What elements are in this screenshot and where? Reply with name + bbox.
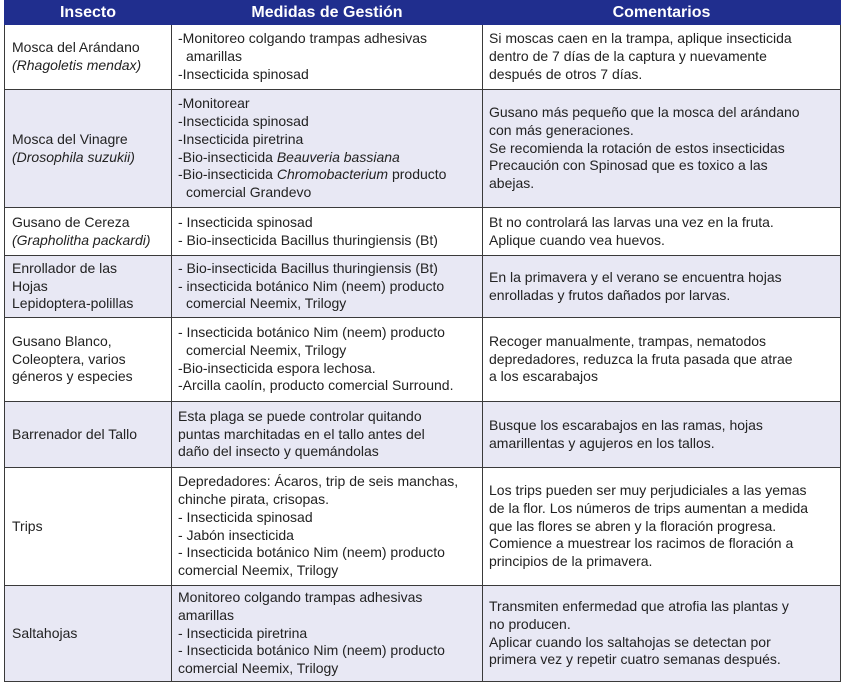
comment-line: después de otros 7 días. (489, 65, 643, 82)
insect-name-line: Enrollador de las (12, 259, 118, 276)
management-cell (172, 90, 483, 208)
management-text: producto (388, 166, 447, 183)
table-row (5, 90, 841, 208)
management-line: -Monitorear (178, 95, 250, 112)
table-row (5, 256, 841, 318)
comment-line: a los escarabajos (489, 368, 598, 385)
management-line: amarillas (186, 48, 243, 65)
comments-cell (483, 318, 841, 402)
management-cell (172, 318, 483, 402)
comments-cell (483, 402, 841, 468)
management-line: - Bio-insecticida Bacillus thuringiensis (Bt) (178, 231, 438, 248)
table-row (5, 318, 841, 402)
header-insect: Insecto (5, 1, 172, 25)
comment-line: amarillentas y agujeros en los tallos. (489, 434, 715, 451)
comment-line: En la primavera y el verano se encuentra hojas (489, 268, 782, 285)
comment-line: Precaución con Spinosad que es toxico a las (489, 157, 768, 174)
insect-name-line: Hojas (12, 277, 48, 294)
comment-line: enrolladas y frutos dañados por larvas. (489, 286, 731, 303)
comments-cell (483, 468, 841, 586)
management-cell (172, 256, 483, 318)
insect-name: Trips (12, 517, 43, 534)
management-line: - Bio-insecticida Bacillus thuringiensis (Bt) (178, 259, 438, 276)
insect-name: Gusano de Cereza (12, 213, 130, 230)
management-line: daño del insecto y quemándolas (178, 443, 379, 460)
comments-cell (483, 90, 841, 208)
header-row (5, 1, 841, 25)
management-line: - Insecticida botánico Nim (neem) producto (178, 324, 445, 341)
management-line: - insecticida botánico Nim (neem) producto (178, 277, 445, 294)
management-line: -Bio-insecticida espora lechosa. (178, 359, 376, 376)
comment-line: dentro de 7 días de la captura y nuevamente (489, 48, 767, 65)
insect-cell (5, 402, 172, 468)
comment-line: Se recomienda la rotación de estos insecticidas (489, 139, 785, 156)
comment-line: Comience a muestrear los racimos de floración a (489, 535, 794, 552)
comment-line: no producen. (489, 615, 571, 632)
table-row (5, 586, 841, 682)
management-line: -Insecticida piretrina (178, 130, 304, 147)
management-line (178, 149, 476, 167)
comments-cell (483, 208, 841, 256)
comment-line: que las flores se abren y la floración progresa. (489, 517, 777, 534)
management-line: -Insecticida spinosad (178, 65, 309, 82)
insect-cell (5, 90, 172, 208)
header-comments: Comentarios (483, 1, 841, 25)
table-row (5, 25, 841, 90)
comment-line: Gusano más pequeño que la mosca del arándano (489, 104, 800, 121)
management-line: chinche pirata, crisopas. (178, 491, 329, 508)
management-cell (172, 402, 483, 468)
comment-line: Transmiten enfermedad que atrofia las plantas y (489, 598, 789, 615)
pest-management-table (4, 0, 841, 682)
table-row (5, 208, 841, 256)
insect-name-line: Coleoptera, varios (12, 350, 126, 367)
comments-cell (483, 256, 841, 318)
table-row (5, 468, 841, 586)
insect-cell (5, 256, 172, 318)
management-line (178, 166, 476, 184)
insect-name: Mosca del Vinagre (12, 130, 128, 147)
insect-cell (5, 586, 172, 682)
management-line: puntas marchitadas en el tallo antes del (178, 425, 425, 442)
management-cell (172, 25, 483, 90)
management-species: Beauveria bassiana (276, 148, 400, 165)
insect-scientific-name: (Drosophila suzukii) (12, 148, 135, 165)
table-row (5, 402, 841, 468)
comment-line: de la flor. Los números de trips aumentan a medida (489, 499, 809, 516)
insect-name-line: Gusano Blanco, (12, 332, 112, 349)
management-line: Esta plaga se puede controlar quitando (178, 407, 422, 424)
management-line: -Arcilla caolín, producto comercial Surround. (178, 377, 454, 394)
insect-name: Mosca del Arándano (12, 39, 140, 56)
insect-name: Barrenador del Tallo (12, 425, 138, 442)
management-line: - Insecticida botánico Nim (neem) producto (178, 642, 445, 659)
comment-line: Recoger manualmente, trampas, nematodos (489, 332, 767, 349)
management-line: Depredadores: Ácaros, trip de seis manchas, (178, 473, 459, 490)
comment-line: Bt no controlará las larvas una vez en la fruta. (489, 213, 774, 230)
management-line: -Monitoreo colgando trampas adhesivas (178, 30, 428, 47)
management-line: - Jabón insecticida (178, 526, 294, 543)
insect-cell (5, 318, 172, 402)
management-line: comercial Neemix, Trilogy (178, 660, 339, 677)
insect-name-line: Lepidoptera-polillas (12, 295, 134, 312)
management-text: -Bio-insecticida (178, 148, 277, 165)
comments-cell (483, 586, 841, 682)
insect-name: Saltahojas (12, 624, 78, 641)
comment-line: abejas. (489, 175, 535, 192)
insect-name-line: géneros y especies (12, 368, 133, 385)
insect-scientific-name: (Grapholitha packardi) (12, 231, 151, 248)
header-management: Medidas de Gestión (172, 1, 483, 25)
management-line: -Insecticida spinosad (178, 113, 309, 130)
management-line: comercial Neemix, Trilogy (186, 295, 347, 312)
insect-cell (5, 468, 172, 586)
insect-cell (5, 208, 172, 256)
comment-line: con más generaciones. (489, 121, 634, 138)
management-line: - Insecticida botánico Nim (neem) producto (178, 544, 445, 561)
management-line: amarillas (178, 606, 235, 623)
management-line: - Insecticida spinosad (178, 508, 313, 525)
comment-line: Busque los escarabajos en las ramas, hojas (489, 416, 763, 433)
comment-line: primera vez y repetir cuatro semanas después. (489, 651, 781, 668)
management-line: comercial Grandevo (186, 183, 312, 200)
insect-scientific-name: (Rhagoletis mendax) (12, 57, 142, 73)
comment-line: Aplique cuando vea huevos. (489, 231, 665, 248)
management-line: comercial Neemix, Trilogy (186, 341, 347, 358)
management-cell (172, 586, 483, 682)
management-line: comercial Neemix, Trilogy (178, 561, 339, 578)
insect-cell (5, 25, 172, 90)
comment-line: principios de la primavera. (489, 553, 653, 570)
management-line: Monitoreo colgando trampas adhesivas (178, 589, 423, 606)
comment-line: Aplicar cuando los saltahojas se detectan por (489, 633, 771, 650)
management-cell (172, 208, 483, 256)
management-line: - Insecticida spinosad (178, 213, 313, 230)
comments-cell (483, 25, 841, 90)
comment-line: Los trips pueden ser muy perjudiciales a las yemas (489, 482, 807, 499)
management-text: -Bio-insecticida (178, 166, 277, 183)
comment-line: Si moscas caen en la trampa, aplique insecticida (489, 30, 792, 47)
comment-line: depredadores, reduzca la fruta pasada que atrae (489, 350, 793, 367)
management-species: Chromobacterium (276, 166, 389, 183)
management-cell (172, 468, 483, 586)
management-line: - Insecticida piretrina (178, 624, 308, 641)
